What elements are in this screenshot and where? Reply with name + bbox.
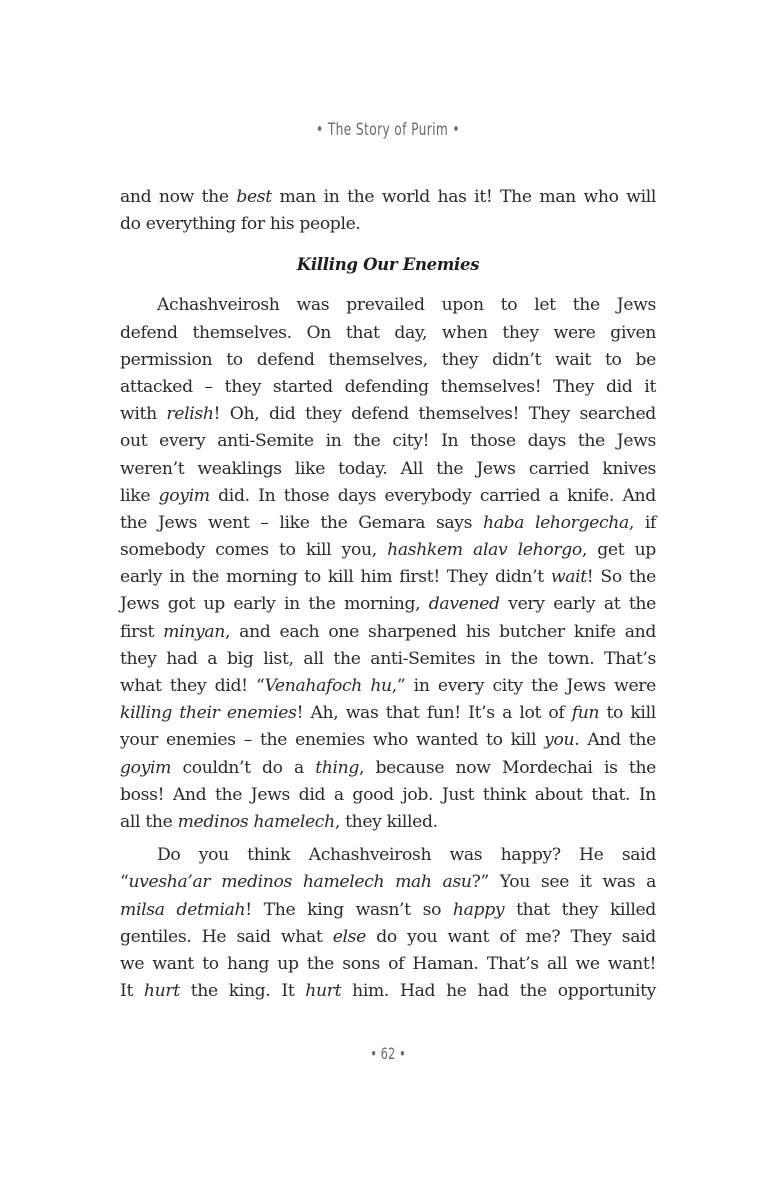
word: Had <box>399 981 436 1002</box>
text-line <box>120 537 656 564</box>
word: “ <box>120 872 129 893</box>
word: he <box>446 981 467 1002</box>
word: They <box>570 926 612 947</box>
word: man <box>539 187 576 207</box>
text-line <box>120 755 656 782</box>
word: – <box>243 730 252 751</box>
word: that <box>385 703 420 724</box>
word: It <box>120 981 133 1002</box>
word: the <box>519 981 547 1002</box>
word: The <box>500 187 532 207</box>
word: and <box>120 187 152 207</box>
word: says <box>435 512 473 533</box>
emphasis: mah <box>395 872 432 893</box>
word: said <box>621 926 656 947</box>
text-line <box>120 700 656 727</box>
word: , <box>334 811 340 832</box>
word: a <box>293 757 304 778</box>
emphasis: milsa <box>120 899 165 920</box>
word: ! <box>245 899 252 920</box>
word: the <box>628 757 657 778</box>
body-text <box>120 184 656 1005</box>
text-line: defend themselves. On that day, when they were given <box>120 322 656 343</box>
word: do <box>376 926 397 947</box>
word: got <box>167 594 195 615</box>
word: like <box>279 512 310 533</box>
paragraph <box>120 292 656 836</box>
word: everybody <box>384 485 472 506</box>
word: enemies <box>165 730 236 751</box>
word: did <box>268 404 296 425</box>
emphasis: goyim <box>120 757 172 778</box>
emphasis: wait <box>550 567 587 588</box>
word: the <box>145 811 173 832</box>
word: wasn’t <box>355 899 411 920</box>
word: morning, <box>344 594 421 615</box>
word: sharpened <box>368 621 457 642</box>
word: they <box>561 899 599 920</box>
word: him <box>360 567 393 588</box>
word: because <box>375 757 445 778</box>
word: You <box>499 872 531 893</box>
emphasis: enemies <box>226 703 297 724</box>
word: in <box>323 187 340 207</box>
word: all <box>120 811 141 832</box>
emphasis: best <box>236 187 272 207</box>
emphasis: else <box>332 926 366 947</box>
word: couldn’t <box>182 757 251 778</box>
word: , <box>359 757 365 778</box>
word: they <box>305 404 342 425</box>
word: one <box>328 621 359 642</box>
word: carried <box>479 485 541 506</box>
emphasis: Venahafoch <box>264 676 362 696</box>
word: now <box>158 187 194 207</box>
text-line: they had a big list, all the anti-Semites in the town. That’s <box>120 648 656 669</box>
word: It <box>281 981 295 1002</box>
word: him. <box>352 981 390 1002</box>
word: They <box>446 567 488 588</box>
word: – <box>260 512 269 533</box>
word: opportunity <box>557 981 657 1002</box>
emphasis: happy <box>452 899 505 920</box>
word: me? <box>525 926 561 947</box>
word: the <box>260 730 288 751</box>
text-line <box>120 978 656 1005</box>
word: of <box>499 926 516 947</box>
word: And <box>622 485 656 506</box>
text-line <box>120 401 656 428</box>
text-line <box>120 184 656 211</box>
word: up <box>634 540 656 561</box>
word: first <box>120 621 155 642</box>
word: ! <box>213 404 221 425</box>
word: “ <box>256 676 265 696</box>
emphasis: hashkem <box>387 540 463 561</box>
word: In <box>258 485 276 506</box>
word: the <box>192 567 220 588</box>
word: to <box>486 730 503 751</box>
word: morning <box>226 567 298 588</box>
emphasis: thing <box>315 757 360 778</box>
section-heading: Killing Our Enemies <box>296 255 480 275</box>
emphasis: hamelech <box>253 811 335 832</box>
word: with <box>120 404 157 425</box>
word: were <box>614 676 656 696</box>
word: king. <box>228 981 271 1002</box>
word: killed <box>609 899 656 920</box>
emphasis: hurt <box>143 981 180 1002</box>
emphasis: hu <box>370 676 392 696</box>
word: is <box>603 757 618 778</box>
word: the <box>120 512 148 533</box>
text-line: do everything for his people. <box>120 214 361 235</box>
emphasis: alav <box>473 540 508 561</box>
running-head: • The Story of Purim • <box>316 120 460 140</box>
text-line: out every anti-Semite in the city! In those days the Jews <box>120 431 656 452</box>
word: to <box>606 703 624 724</box>
word: early <box>233 594 276 615</box>
word: first! <box>399 567 440 588</box>
word: at <box>603 594 621 615</box>
word: will <box>626 187 657 207</box>
emphasis: hurt <box>305 981 342 1002</box>
word: butcher <box>499 621 565 642</box>
word: what <box>120 676 162 696</box>
emphasis: fun <box>571 703 600 724</box>
word: a <box>502 703 512 724</box>
page-number: • 62 • <box>370 1044 406 1063</box>
word: defend <box>351 404 409 425</box>
word: the <box>347 187 375 207</box>
word: up <box>203 594 225 615</box>
word: went <box>207 512 250 533</box>
word: kill <box>327 567 354 588</box>
word: do <box>261 757 283 778</box>
text-line <box>120 483 656 510</box>
text-line: permission to defend themselves, they didn’t wait to be <box>120 349 656 370</box>
word: It’s <box>468 703 495 724</box>
word: days <box>337 485 377 506</box>
text-line <box>120 869 656 896</box>
emphasis: you <box>544 730 575 751</box>
word: a <box>548 485 559 506</box>
emphasis: relish <box>166 404 214 425</box>
word: Oh, <box>229 404 260 425</box>
word: , <box>224 621 231 642</box>
word: what <box>280 926 323 947</box>
word: see <box>540 872 570 893</box>
word: fun! <box>426 703 461 724</box>
word: want <box>447 926 490 947</box>
word: had <box>477 981 509 1002</box>
word: comes <box>215 540 269 561</box>
word: kill <box>305 540 332 561</box>
word: the <box>308 594 336 615</box>
word: ?” <box>471 872 489 893</box>
word: So <box>600 567 622 588</box>
word: killed. <box>386 811 438 832</box>
word: man <box>279 187 317 207</box>
word: , <box>581 540 587 561</box>
word: who <box>372 730 408 751</box>
text-line <box>120 619 656 646</box>
text-line <box>120 673 656 700</box>
emphasis: medinos <box>177 811 249 832</box>
word: ! <box>586 567 594 588</box>
word: like <box>120 485 151 506</box>
emphasis: their <box>179 703 220 724</box>
word: gentiles. <box>120 926 192 947</box>
paragraph-continuation <box>120 184 656 238</box>
text-line <box>120 510 656 537</box>
emphasis: haba <box>482 512 525 533</box>
text-line: Achashveirosh was prevailed upon to let the Jews <box>157 295 656 316</box>
word: they <box>169 676 207 696</box>
text-line <box>120 727 656 754</box>
word: Ah, <box>310 703 339 724</box>
word: the <box>628 730 656 751</box>
word: was <box>602 872 636 893</box>
word: a <box>646 872 657 893</box>
emphasis: asu <box>442 872 472 893</box>
word: early <box>120 567 163 588</box>
word: . <box>574 730 580 751</box>
word: to <box>304 567 321 588</box>
word: and <box>624 621 657 642</box>
word: in <box>284 594 300 615</box>
word: didn’t <box>494 567 544 588</box>
emphasis: lehorgecha <box>534 512 629 533</box>
word: now <box>455 757 491 778</box>
word: did. <box>218 485 250 506</box>
text-line <box>120 809 656 836</box>
emphasis: lehorgo <box>517 540 582 561</box>
emphasis: goyim <box>158 485 210 506</box>
word: themselves! <box>418 404 520 425</box>
word: somebody <box>120 540 205 561</box>
word: Jews <box>120 594 160 615</box>
emphasis: uvesha’ar <box>128 872 211 893</box>
word: the <box>628 567 656 588</box>
word: it <box>579 872 592 893</box>
word: Mordechai <box>501 757 593 778</box>
word: his <box>465 621 491 642</box>
word: city <box>492 676 523 696</box>
word: ,” <box>391 676 406 696</box>
word: the <box>190 981 218 1002</box>
word: the <box>628 594 656 615</box>
word: and <box>239 621 271 642</box>
word: king <box>307 899 344 920</box>
word: world <box>381 187 430 207</box>
word: The <box>263 899 296 920</box>
word: He <box>201 926 227 947</box>
word: those <box>283 485 330 506</box>
text-line: we want to hang up the sons of Haman. That’s all we want! <box>120 953 656 974</box>
word: , <box>628 512 635 533</box>
word: that <box>516 899 550 920</box>
word: the <box>201 187 229 207</box>
emphasis: medinos <box>221 872 292 893</box>
word: lot <box>519 703 542 724</box>
word: knife. <box>567 485 615 506</box>
word: they <box>345 811 382 832</box>
word: did! <box>214 676 248 696</box>
word: Jews <box>157 512 198 533</box>
word: it! <box>474 187 493 207</box>
word: wanted <box>416 730 479 751</box>
word: in <box>169 567 185 588</box>
emphasis: minyan <box>163 621 225 642</box>
word: knife <box>573 621 616 642</box>
word: who <box>583 187 619 207</box>
word: get <box>597 540 625 561</box>
text-line: boss! And the Jews did a good job. Just think about that. In <box>120 784 656 805</box>
word: has <box>437 187 467 207</box>
paragraph <box>120 842 656 1005</box>
word: you, <box>341 540 377 561</box>
text-line <box>120 924 656 951</box>
word: very <box>508 594 545 615</box>
word: in <box>413 676 430 696</box>
emphasis: davened <box>428 594 500 615</box>
word: kill <box>510 730 537 751</box>
word: to <box>278 540 296 561</box>
emphasis: killing <box>120 703 173 724</box>
word: the <box>320 512 348 533</box>
word: if <box>644 512 657 533</box>
emphasis: hamelech <box>302 872 385 893</box>
word: They <box>528 404 570 425</box>
text-line: Do you think Achashveirosh was happy? He said <box>157 845 656 866</box>
text-line <box>120 564 656 591</box>
text-line: weren’t weaklings like today. All the Jews carried knives <box>120 458 656 479</box>
text-line <box>120 897 656 924</box>
word: kill <box>630 703 656 724</box>
word: you <box>407 926 438 947</box>
word: of <box>548 703 565 724</box>
word: each <box>279 621 320 642</box>
word: every <box>437 676 485 696</box>
word: ! <box>296 703 304 724</box>
text-line: attacked – they started defending themselves! They did it <box>120 376 656 397</box>
word: said <box>236 926 271 947</box>
word: was <box>345 703 379 724</box>
word: Jews <box>566 676 606 696</box>
text-line <box>120 591 656 618</box>
word: so <box>422 899 442 920</box>
word: early <box>553 594 596 615</box>
word: enemies <box>295 730 365 751</box>
word: your <box>120 730 158 751</box>
emphasis: detmiah <box>176 899 246 920</box>
word: searched <box>579 404 656 425</box>
word: And <box>587 730 621 751</box>
word: Gemara <box>358 512 426 533</box>
word: the <box>531 676 559 696</box>
